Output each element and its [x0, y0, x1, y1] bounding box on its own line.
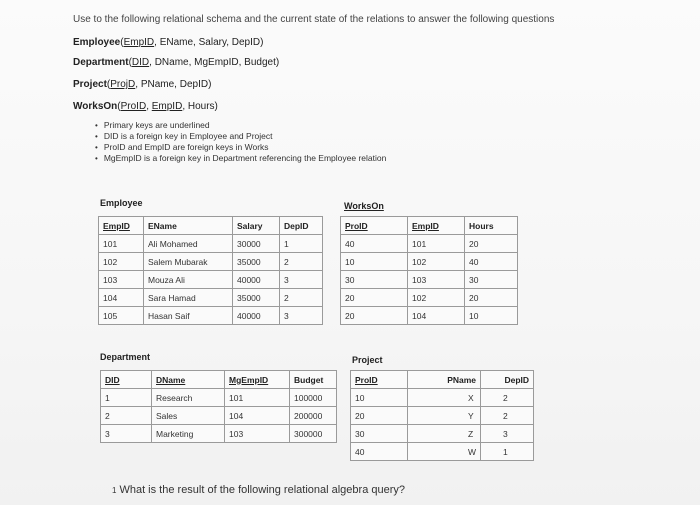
column-header: MgEmpID: [225, 371, 290, 389]
table-cell: 101: [408, 235, 465, 253]
table-cell: 2: [101, 407, 152, 425]
schema-key: EmpID: [151, 101, 183, 112]
table-row: [99, 235, 323, 253]
workson-label: WorksOn: [344, 201, 384, 211]
table-cell: 1: [101, 389, 152, 407]
column-header: Salary: [233, 217, 280, 235]
intro-text: Use to the following relational schema and the current state of the relations to answer the following questions: [73, 14, 555, 25]
table-row: [341, 289, 518, 307]
table-cell: 10: [465, 307, 518, 325]
schema-name: Department: [73, 57, 129, 68]
table-header-row: [101, 371, 337, 389]
column-header: DepID: [280, 217, 323, 235]
table-cell: Salem Mubarak: [144, 253, 233, 271]
table-cell: 102: [408, 289, 465, 307]
table-cell: 3: [280, 271, 323, 289]
table-row: [99, 271, 323, 289]
schema-name: Project: [73, 79, 107, 90]
table-row: [101, 425, 337, 443]
table-cell: 102: [408, 253, 465, 271]
schema-key: DID: [131, 57, 150, 68]
table-row: [101, 407, 337, 425]
column-header: EmpID: [408, 217, 465, 235]
project-table: [350, 370, 534, 461]
employee-label: Employee: [100, 198, 143, 208]
table-cell: 20: [341, 289, 408, 307]
column-header: Budget: [290, 371, 337, 389]
table-cell: 101: [225, 389, 290, 407]
table-cell: 30000: [233, 235, 280, 253]
schema-attributes: , DName, MgEmpID, Budget): [149, 57, 280, 68]
table-cell: 35000: [233, 289, 280, 307]
table-cell: 10: [341, 253, 408, 271]
table-cell: 30: [341, 271, 408, 289]
table-cell: Marketing: [152, 425, 225, 443]
table-cell: 104: [225, 407, 290, 425]
table-row: [99, 307, 323, 325]
table-row: [351, 443, 534, 461]
schema-name: WorksOn: [73, 101, 118, 112]
department-table: [100, 370, 337, 443]
schema-key: ProjD: [110, 79, 136, 90]
table-cell: 40000: [233, 307, 280, 325]
table-cell: Research: [152, 389, 225, 407]
table-cell: 35000: [233, 253, 280, 271]
question-body: What is the result of the following relational algebra query?: [119, 484, 406, 496]
table-cell: 2: [481, 389, 534, 407]
column-header: DID: [101, 371, 152, 389]
column-header: ProID: [341, 217, 408, 235]
table-cell: 40: [351, 443, 408, 461]
table-cell: 2: [280, 253, 323, 271]
note-item: • Primary keys are underlined: [95, 120, 386, 131]
table-row: [99, 289, 323, 307]
table-cell: 20: [465, 289, 518, 307]
schema-department: Department(DID, DName, MgEmpID, Budget): [73, 57, 280, 68]
question-text: [112, 484, 405, 496]
table-cell: 300000: [290, 425, 337, 443]
table-cell: 104: [99, 289, 144, 307]
column-header: ProID: [351, 371, 408, 389]
table-cell: 3: [101, 425, 152, 443]
employee-table: [98, 216, 323, 325]
table-cell: 3: [481, 425, 534, 443]
table-row: [341, 307, 518, 325]
column-header: DepID: [481, 371, 534, 389]
table-cell: 20: [341, 307, 408, 325]
table-cell: 40: [465, 253, 518, 271]
schema-key: ProID: [120, 101, 147, 112]
schema-attributes: , PName, DepID): [135, 79, 212, 90]
workson-table: [340, 216, 518, 325]
table-cell: 10: [351, 389, 408, 407]
question-number: 1: [112, 486, 117, 495]
table-cell: Y: [408, 407, 481, 425]
schema-attributes: , EName, Salary, DepID): [154, 37, 264, 48]
table-row: [351, 389, 534, 407]
table-cell: Mouza Ali: [144, 271, 233, 289]
table-cell: 105: [99, 307, 144, 325]
table-header-row: [99, 217, 323, 235]
table-cell: 103: [99, 271, 144, 289]
table-cell: 1: [481, 443, 534, 461]
table-cell: 2: [280, 289, 323, 307]
table-cell: W: [408, 443, 481, 461]
table-row: [351, 407, 534, 425]
column-header: EName: [144, 217, 233, 235]
table-cell: Sales: [152, 407, 225, 425]
table-cell: 30: [351, 425, 408, 443]
table-cell: Hasan Saif: [144, 307, 233, 325]
schema-name: Employee: [73, 37, 121, 48]
project-label: Project: [352, 355, 383, 365]
table-cell: 40000: [233, 271, 280, 289]
table-row: [341, 235, 518, 253]
column-header: PName: [408, 371, 481, 389]
note-item: • MgEmpID is a foreign key in Department referencing the Employee relation: [95, 153, 386, 164]
table-cell: X: [408, 389, 481, 407]
schema-workson: WorksOn(ProID, EmpID, Hours): [73, 101, 218, 112]
schema-key: EmpID: [123, 37, 155, 48]
table-row: [351, 425, 534, 443]
column-header: DName: [152, 371, 225, 389]
department-label: Department: [100, 352, 151, 362]
table-cell: 2: [481, 407, 534, 425]
schema-project: Project(ProjD, PName, DepID): [73, 79, 212, 90]
table-row: [341, 253, 518, 271]
table-row: [99, 253, 323, 271]
table-cell: 103: [225, 425, 290, 443]
table-header-row: [351, 371, 534, 389]
table-cell: Z: [408, 425, 481, 443]
table-cell: 20: [465, 235, 518, 253]
table-cell: 101: [99, 235, 144, 253]
note-item: • ProID and EmpID are foreign keys in Works: [95, 142, 386, 153]
table-cell: Ali Mohamed: [144, 235, 233, 253]
table-cell: 3: [280, 307, 323, 325]
schema-employee: Employee(EmpID, EName, Salary, DepID): [73, 37, 264, 48]
table-cell: 40: [341, 235, 408, 253]
column-header: Hours: [465, 217, 518, 235]
table-cell: 100000: [290, 389, 337, 407]
table-header-row: [341, 217, 518, 235]
table-cell: 103: [408, 271, 465, 289]
schema-attributes: , Hours): [182, 101, 218, 112]
column-header: EmpID: [99, 217, 144, 235]
table-cell: 200000: [290, 407, 337, 425]
table-cell: 30: [465, 271, 518, 289]
table-cell: 20: [351, 407, 408, 425]
table-row: [341, 271, 518, 289]
note-item: • DID is a foreign key in Employee and Project: [95, 131, 386, 142]
table-cell: Sara Hamad: [144, 289, 233, 307]
table-cell: 104: [408, 307, 465, 325]
table-row: [101, 389, 337, 407]
table-cell: 102: [99, 253, 144, 271]
notes-list: [95, 120, 386, 164]
table-cell: 1: [280, 235, 323, 253]
